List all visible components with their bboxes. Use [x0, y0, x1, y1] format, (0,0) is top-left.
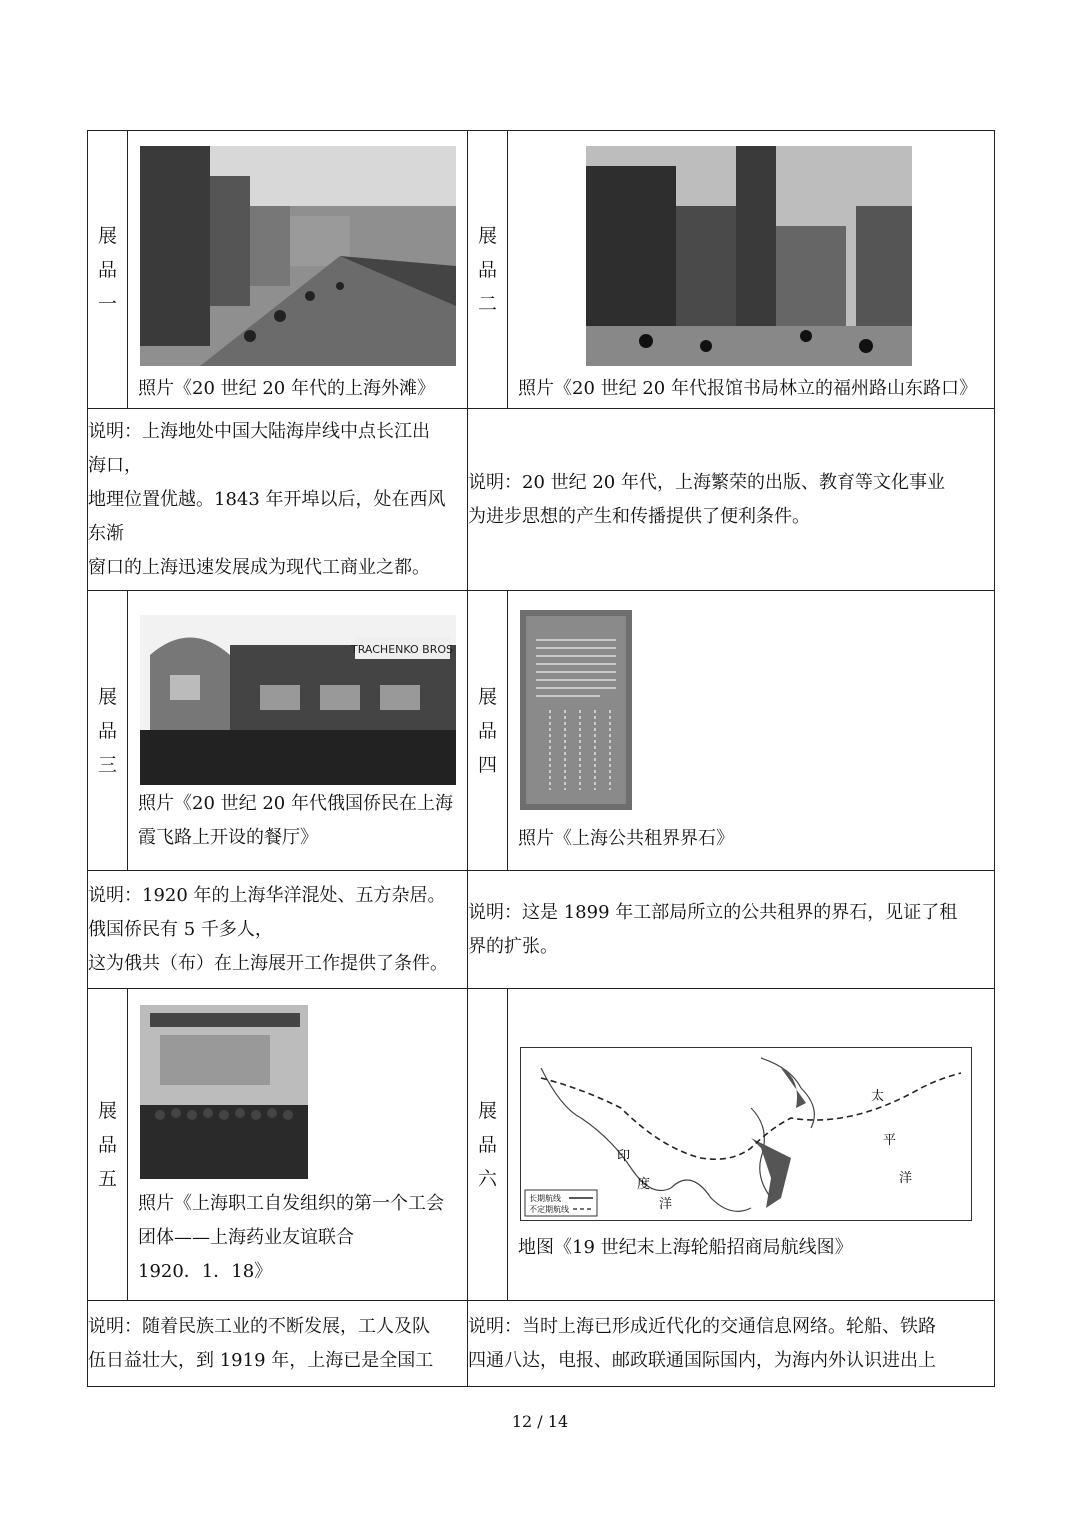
exhibit-caption-6 — [508, 1231, 994, 1265]
description-line: 界的扩张。 — [468, 935, 558, 957]
exhibit-caption-5 — [128, 1187, 467, 1289]
label-char: 展 — [97, 685, 117, 708]
label-char: 六 — [477, 1167, 497, 1190]
label-char: 展 — [97, 1099, 117, 1122]
map-label: 太 — [871, 1088, 885, 1104]
exhibit-table — [87, 130, 995, 1387]
caption-line: 照片《20 世纪 20 年代的上海外滩》 — [138, 377, 435, 399]
label-char: 二 — [477, 292, 497, 315]
map-legend-item: 长期航线 — [529, 1193, 561, 1203]
exhibit-description-6 — [468, 1301, 995, 1387]
label-char: 展 — [477, 685, 497, 708]
bund-photo — [140, 146, 456, 366]
exhibit-description-1 — [88, 409, 468, 591]
label-char: 展 — [477, 224, 497, 247]
label-char: 一 — [97, 292, 117, 315]
description-line: 说明：上海地处中国大陆海岸线中点长江出 — [88, 420, 430, 442]
route-map — [520, 1047, 972, 1221]
map-label: 度 — [637, 1176, 651, 1192]
exhibit-row-1 — [88, 131, 995, 409]
map-label: 平 — [883, 1132, 897, 1148]
label-char: 品 — [97, 719, 117, 742]
caption-line: 照片《20 世纪 20 年代俄国侨民在上海 — [138, 792, 453, 814]
fuzhou-road-photo — [586, 146, 912, 366]
exhibit-description-3 — [88, 871, 468, 989]
description-line: 说明：20 世纪 20 年代，上海繁荣的出版、教育等文化事业 — [468, 471, 945, 493]
page-number: 12 / 14 — [511, 1412, 569, 1431]
description-line: 为进步思想的产生和传播提供了便利条件。 — [468, 505, 810, 527]
description-line: 海口， — [88, 454, 142, 476]
description-line: 窗口的上海迅速发展成为现代工商业之都。 — [88, 556, 430, 578]
description-row-1 — [88, 409, 995, 591]
exhibit-caption-3 — [128, 787, 467, 855]
caption-line: 霞飞路上开设的餐厅》 — [138, 826, 318, 848]
description-line: 俄国侨民有 5 千多人， — [88, 918, 273, 940]
description-line: 说明：随着民族工业的不断发展，工人及队 — [88, 1315, 430, 1337]
exhibit-cell-6 — [508, 989, 995, 1301]
exhibit-label-2 — [468, 131, 508, 409]
union-group-photo — [140, 1005, 308, 1179]
caption-line: 照片《20 世纪 20 年代报馆书局林立的福州路山东路口》 — [518, 377, 977, 399]
description-line: 四通八达，电报、邮政联通国际国内，为海内外认识进出上 — [468, 1349, 936, 1371]
label-char: 品 — [477, 258, 497, 281]
exhibit-description-5 — [88, 1301, 468, 1387]
description-line: 伍日益壮大，到 1919 年，上海已是全国工 — [88, 1349, 434, 1371]
boundary-stone-photo — [520, 610, 632, 810]
exhibit-caption-1 — [128, 372, 467, 406]
label-char: 五 — [97, 1167, 117, 1190]
map-label: 洋 — [659, 1196, 673, 1212]
exhibit-cell-4 — [508, 591, 995, 871]
label-char: 三 — [97, 753, 117, 776]
description-line: 这为俄共（布）在上海展开工作提供了条件。 — [88, 952, 448, 974]
exhibit-cell-5 — [128, 989, 468, 1301]
label-char: 品 — [97, 258, 117, 281]
description-line: 说明：这是 1899 年工部局所立的公共租界的界石，见证了租 — [468, 901, 958, 923]
label-char: 展 — [97, 224, 117, 247]
exhibit-label-6 — [468, 989, 508, 1301]
caption-line: 照片《上海职工自发组织的第一个工会 — [138, 1192, 444, 1214]
label-char: 展 — [477, 1099, 497, 1122]
caption-line: 团体——上海药业友谊联合 — [138, 1226, 354, 1248]
exhibit-cell-3 — [128, 591, 468, 871]
label-char: 品 — [97, 1133, 117, 1156]
map-label: 洋 — [899, 1170, 913, 1186]
description-line: 说明：当时上海已形成近代化的交通信息网络。轮船、铁路 — [468, 1315, 936, 1337]
exhibit-description-4 — [468, 871, 995, 989]
restaurant-sign-text: TRACHENKO BROS — [351, 642, 453, 656]
caption-line: 照片《上海公共租界界石》 — [518, 827, 734, 849]
exhibit-cell-2 — [508, 131, 995, 409]
exhibit-description-2 — [468, 409, 995, 591]
description-row-2 — [88, 871, 995, 989]
map-label: 印 — [617, 1148, 631, 1164]
exhibit-caption-2 — [508, 372, 994, 406]
caption-line: 地图《19 世纪末上海轮船招商局航线图》 — [518, 1236, 853, 1258]
label-char: 品 — [477, 1133, 497, 1156]
restaurant-photo — [140, 615, 456, 785]
exhibit-label-5 — [88, 989, 128, 1301]
exhibit-caption-4 — [508, 822, 994, 856]
label-char: 品 — [477, 719, 497, 742]
description-row-3 — [88, 1301, 995, 1387]
exhibit-label-1 — [88, 131, 128, 409]
exhibit-row-2 — [88, 591, 995, 871]
exhibit-label-3 — [88, 591, 128, 871]
description-line: 东渐 — [88, 522, 124, 544]
description-line: 地理位置优越。1843 年开埠以后，处在西风 — [88, 488, 446, 510]
description-line: 说明：1920 年的上海华洋混处、五方杂居。 — [88, 884, 446, 906]
map-legend-item: 不定期航线 — [529, 1204, 569, 1214]
exhibit-label-4 — [468, 591, 508, 871]
label-char: 四 — [477, 753, 497, 776]
caption-line: 1920．1．18》 — [138, 1260, 273, 1282]
exhibit-cell-1 — [128, 131, 468, 409]
exhibit-row-3 — [88, 989, 995, 1301]
